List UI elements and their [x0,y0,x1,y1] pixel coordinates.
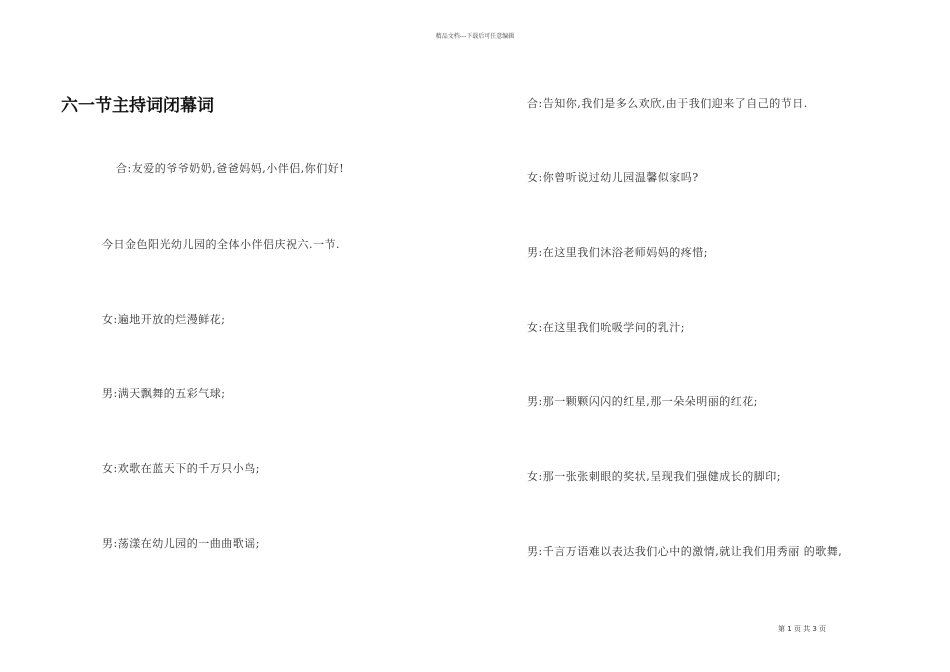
page-header: 精品文档---下载后可任意编辑 [435,33,515,40]
left-line-6: 男:荡漾在幼儿园的一曲曲歌谣; [102,537,260,550]
left-line-5: 女:欢歌在蓝天下的千万只小鸟; [102,462,260,475]
page-number: 第 1 页 共 3 页 [778,625,827,633]
left-line-3: 女:遍地开放的烂漫鲜花; [102,313,226,326]
right-line-3: 男:在这里我们沐浴老师妈妈的疼惜; [527,246,708,259]
right-line-4: 女:在这里我们吮吸学问的乳汁; [527,321,685,334]
right-line-5: 男:那一颗颗闪闪的红星,那一朵朵明丽的红花; [527,395,758,408]
left-line-1: 合:友爱的爷爷奶奶,爸爸妈妈,小伴侣,你们好! [116,162,345,175]
left-line-4: 男:满天飘舞的五彩气球; [102,387,226,400]
right-line-6: 女:那一张张刺眼的奖状,呈现我们强健成长的脚印; [527,470,781,483]
right-line-1: 合:告知你,我们是多么欢欣,由于我们迎来了自己的节日. [527,97,808,110]
right-line-7: 男:千言万语难以表达我们心中的激情,就让我们用秀丽 的歌舞, [527,545,843,558]
left-line-2: 今日金色阳光幼儿园的全体小伴侣庆祝六.一节. [102,238,340,251]
document-title: 六一节主持词闭幕词 [61,96,214,116]
right-line-2: 女:你曾听说过幼儿园温馨似家吗? [527,171,699,184]
